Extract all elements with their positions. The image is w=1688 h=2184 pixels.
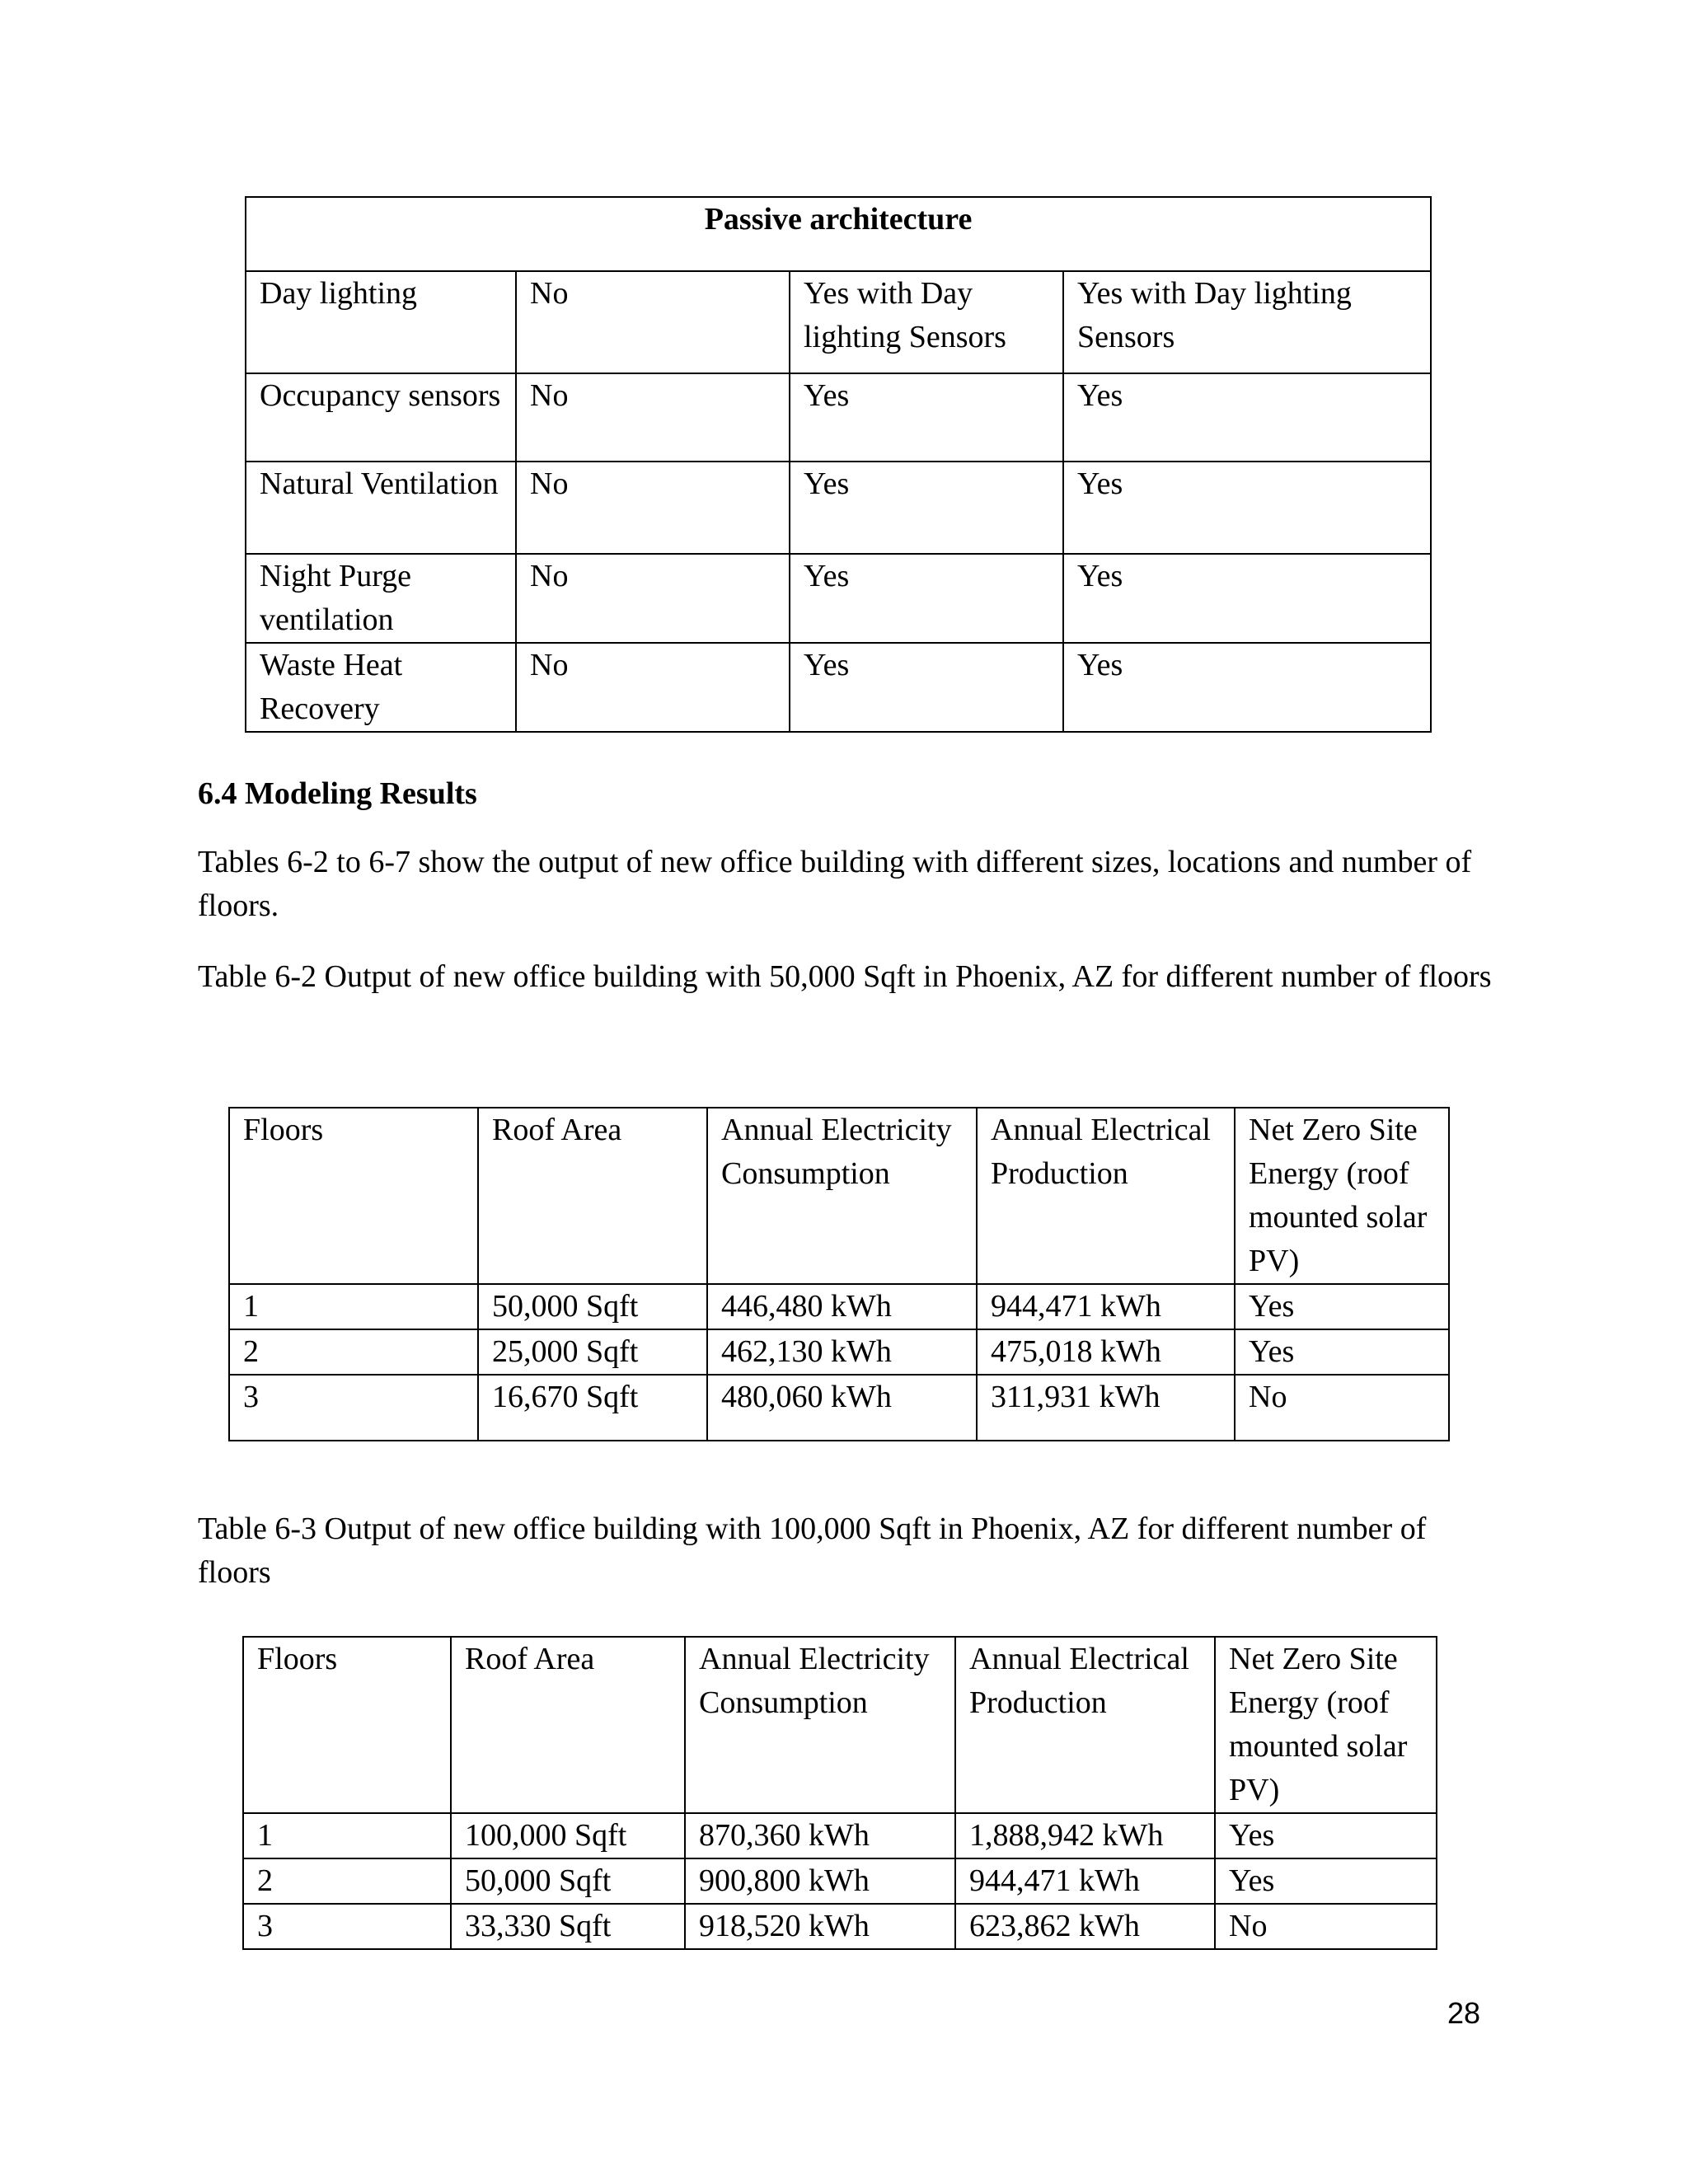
table-cell: Yes [790, 462, 1063, 554]
table-cell: Yes with Day lighting Sensors [790, 271, 1063, 373]
column-header: Floors [243, 1637, 451, 1813]
column-header: Annual Electrical Production [955, 1637, 1215, 1813]
table-cell: No [516, 373, 790, 462]
table-cell: 944,471 kWh [977, 1284, 1235, 1329]
table-row [243, 1813, 1437, 1858]
table-row [229, 1284, 1449, 1329]
column-header: Roof Area [451, 1637, 685, 1813]
table-cell: Night Purge ventilation [246, 554, 516, 643]
table-cell: Yes [1235, 1284, 1449, 1329]
table-cell: 900,800 kWh [685, 1858, 955, 1904]
table-cell: 3 [229, 1375, 478, 1441]
table-cell: Yes [1063, 643, 1431, 732]
column-header: Annual Electricity Consumption [685, 1637, 955, 1813]
table-cell: Waste Heat Recovery [246, 643, 516, 732]
table-cell: 25,000 Sqft [478, 1329, 707, 1375]
table-cell: Day lighting [246, 271, 516, 373]
table-cell: 480,060 kWh [707, 1375, 977, 1441]
table-cell: 475,018 kWh [977, 1329, 1235, 1375]
table-cell: 33,330 Sqft [451, 1904, 685, 1949]
table-cell: Yes [790, 643, 1063, 732]
table-cell: 446,480 kWh [707, 1284, 977, 1329]
table-cell: Yes [1063, 462, 1431, 554]
intro-paragraph: Tables 6-2 to 6-7 show the output of new office building with different sizes, locations and number of floors. [198, 845, 1472, 923]
table-cell: 3 [243, 1904, 451, 1949]
table-row [243, 1858, 1437, 1904]
column-header: Annual Electricity Consumption [707, 1108, 977, 1284]
table-cell: 1 [229, 1284, 478, 1329]
table-6-2 [228, 1107, 1450, 1441]
table-row [246, 643, 1431, 732]
table-cell: 870,360 kWh [685, 1813, 955, 1858]
table-cell: No [1215, 1904, 1437, 1949]
section-heading: 6.4 Modeling Results [198, 776, 477, 811]
table-cell: Yes [1215, 1858, 1437, 1904]
table-cell: No [516, 554, 790, 643]
table-header-row [243, 1637, 1437, 1813]
table-row [246, 271, 1431, 373]
table-cell: 2 [229, 1329, 478, 1375]
table-cell: 2 [243, 1858, 451, 1904]
table-cell: 16,670 Sqft [478, 1375, 707, 1441]
table-row [229, 1375, 1449, 1441]
table-cell: Yes [1063, 554, 1431, 643]
table-cell: No [516, 271, 790, 373]
table-cell: 944,471 kWh [955, 1858, 1215, 1904]
table-cell: 623,862 kWh [955, 1904, 1215, 1949]
column-header: Roof Area [478, 1108, 707, 1284]
table-cell: 918,520 kWh [685, 1904, 955, 1949]
table-6-3-caption: Table 6-3 Output of new office building with 100,000 Sqft in Phoenix, AZ for different number of floors [198, 1511, 1427, 1590]
column-header: Net Zero Site Energy (roof mounted solar PV) [1235, 1108, 1449, 1284]
table-cell: Yes [790, 373, 1063, 462]
table-cell: 100,000 Sqft [451, 1813, 685, 1858]
table-cell: Natural Ventilation [246, 462, 516, 554]
table-cell: 311,931 kWh [977, 1375, 1235, 1441]
table-cell: No [516, 462, 790, 554]
table-cell: 50,000 Sqft [451, 1858, 685, 1904]
table-cell: 50,000 Sqft [478, 1284, 707, 1329]
table-cell: 1,888,942 kWh [955, 1813, 1215, 1858]
table-cell: Yes [1063, 373, 1431, 462]
column-header: Net Zero Site Energy (roof mounted solar PV) [1215, 1637, 1437, 1813]
table-cell: Yes [1235, 1329, 1449, 1375]
table-row [229, 1329, 1449, 1375]
table-6-2-caption: Table 6-2 Output of new office building with 50,000 Sqft in Phoenix, AZ for different number of floors [198, 959, 1492, 994]
table-cell: No [516, 643, 790, 732]
table-row [246, 462, 1431, 554]
table-cell: Yes [1215, 1813, 1437, 1858]
table-cell: Yes [790, 554, 1063, 643]
table-6-3 [242, 1636, 1437, 1950]
table-cell: 462,130 kWh [707, 1329, 977, 1375]
passive-architecture-table [245, 196, 1432, 733]
table-header-row [246, 197, 1431, 271]
column-header: Floors [229, 1108, 478, 1284]
table-cell: No [1235, 1375, 1449, 1441]
table-cell: Yes with Day lighting Sensors [1063, 271, 1431, 373]
table-title: Passive architecture [246, 197, 1431, 271]
table-row [246, 554, 1431, 643]
page-number: 28 [1447, 1996, 1480, 2030]
table-cell: 1 [243, 1813, 451, 1858]
table-row [246, 373, 1431, 462]
table-row [243, 1904, 1437, 1949]
table-header-row [229, 1108, 1449, 1284]
column-header: Annual Electrical Production [977, 1108, 1235, 1284]
table-cell: Occupancy sensors [246, 373, 516, 462]
